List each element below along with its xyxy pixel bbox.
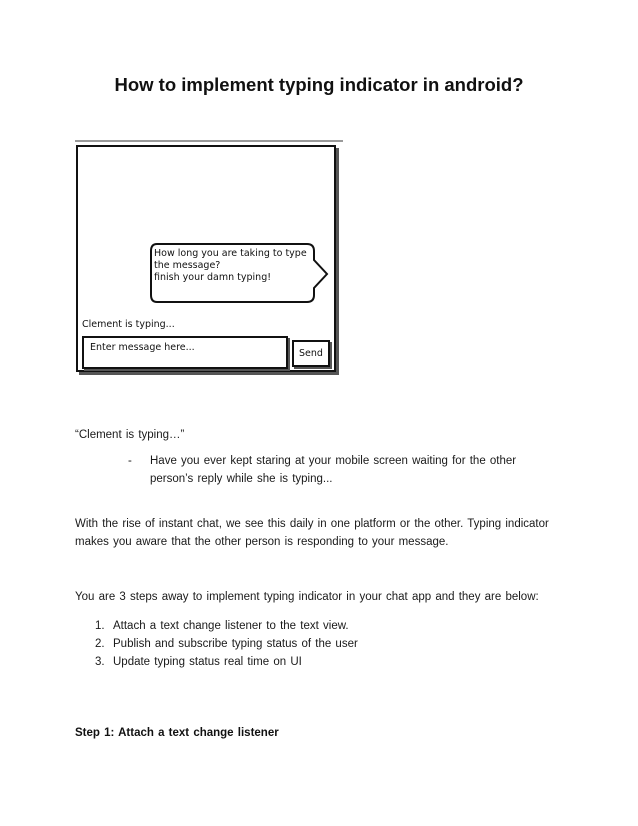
step-text: Update typing status real time on UI [113,656,302,668]
step-number: 1. [95,620,105,632]
send-button: Send [292,340,330,367]
steps-list [95,617,358,671]
step-text: Publish and subscribe typing status of the user [113,638,358,650]
list-item [95,653,358,671]
mockup-divider [75,140,343,142]
step-number: 2. [95,638,105,650]
dash-marker: - [128,455,132,467]
list-item [95,635,358,653]
step-number: 3. [95,656,105,668]
typing-status-label: Clement is typing... [82,319,175,330]
section-heading: Step 1: Attach a text change listener [75,727,279,739]
chat-mockup-image [76,145,336,372]
paragraph-intro: With the rise of instant chat, we see this daily in one platform or the other. Typing indicator makes you aware that the other person is responding to your message. [75,518,549,548]
page-title: How to implement typing indicator in android? [114,74,524,95]
list-item [95,617,358,635]
chat-bubble [149,242,322,304]
chat-bubble-text: How long you are taking to type the message? finish your damn typing! [154,248,307,283]
message-input: Enter message here... [82,336,288,369]
quote-text: “Clement is typing…” [75,429,185,441]
paragraph-steps-intro: You are 3 steps away to implement typing indicator in your chat app and they are below: [75,591,539,603]
step-text: Attach a text change listener to the text view. [113,620,349,632]
dash-item-text: Have you ever kept staring at your mobile screen waiting for the other person’s reply while she is typing... [150,455,517,485]
